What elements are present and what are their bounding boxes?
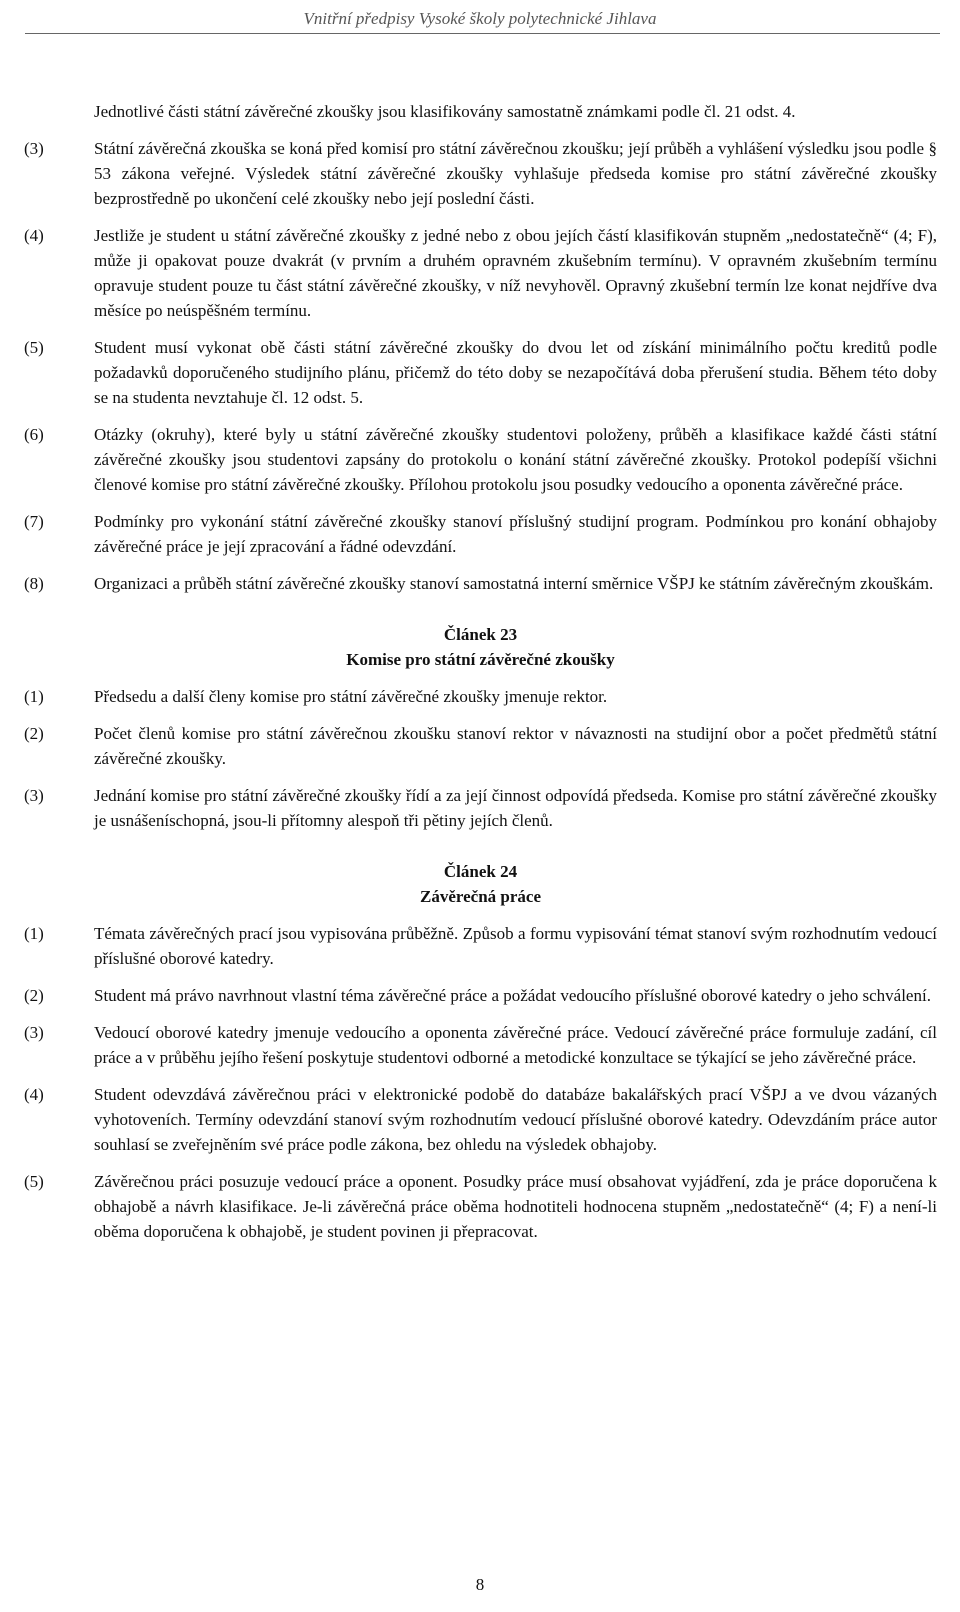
article-label: Článek 23 — [443, 625, 518, 644]
paragraph-item — [24, 422, 937, 497]
article24-heading — [24, 859, 937, 909]
paragraph-text: Student má právo navrhnout vlastní téma závěrečné práce a požádat vedoucího příslušné oborové katedry o jeho schválení. — [94, 986, 931, 1005]
paragraph-item — [24, 1020, 937, 1070]
paragraph-text: Témata závěrečných prací jsou vypisována průběžně. Způsob a formu vypisování témat stanoví svým rozhodnutím vedoucí příslušné oborové katedry. — [94, 924, 937, 968]
paragraph-item — [24, 335, 937, 410]
article-label: Článek 24 — [443, 862, 518, 881]
paragraph-number: (4) — [24, 226, 44, 245]
paragraph-text: Organizaci a průběh státní závěrečné zkoušky stanoví samostatná interní směrnice VŠPJ ke státním závěrečným zkouškám. — [94, 574, 934, 593]
paragraph-number: (2) — [24, 986, 44, 1005]
paragraph-item — [24, 721, 937, 771]
paragraph-number: (5) — [24, 1172, 44, 1191]
paragraph-item — [24, 921, 937, 971]
intro-paragraph: Jednotlivé části státní závěrečné zkoušky jsou klasifikovány samostatně známkami podle čl. 21 odst. 4. — [94, 102, 796, 121]
paragraph-item — [24, 783, 937, 833]
paragraph-number: (6) — [24, 425, 44, 444]
paragraph-text: Jestliže je student u státní závěrečné zkoušky z jedné nebo z obou jejích částí klasifikován stupněm „nedostatečně“ (4; F), může ji opakovat pouze dvakrát (v prvním a druhém opravném zkušebním termínu). V opravném zkušebním termínu opravuje student pouze tu část státní závěrečné zkoušky, v níž nevyhověl. Opravný zkušební termín lze konat nejdříve dva měsíce po neúspěšném termínu. — [94, 226, 937, 320]
paragraph-number: (3) — [24, 1023, 44, 1042]
paragraph-number: (4) — [24, 1085, 44, 1104]
paragraph-text: Předsedu a další členy komise pro státní závěrečné zkoušky jmenuje rektor. — [94, 687, 608, 706]
paragraph-item — [24, 509, 937, 559]
header-rule — [25, 33, 940, 34]
paragraph-number: (1) — [24, 687, 44, 706]
paragraph-text: Student musí vykonat obě části státní závěrečné zkoušky do dvou let od získání minimálního počtu kreditů podle požadavků doporučeného studijního plánu, přičemž do této doby se nezapočítává doba přerušení studia. Během této doby se na studenta nevztahuje čl. 12 odst. 5. — [94, 338, 937, 407]
paragraph-item — [24, 983, 937, 1008]
paragraph-item — [24, 571, 937, 596]
article22-items — [24, 136, 937, 596]
paragraph-number: (8) — [24, 574, 44, 593]
paragraph-text: Jednání komise pro státní závěrečné zkoušky řídí a za její činnost odpovídá předseda. Komise pro státní závěrečné zkoušky je usnášeníschopná, jsou-li přítomny alespoň tři pětiny jejích členů. — [94, 786, 937, 830]
paragraph-number: (2) — [24, 724, 44, 743]
article24-items — [24, 921, 937, 1244]
paragraph-text: Otázky (okruhy), které byly u státní závěrečné zkoušky studentovi položeny, průběh a klasifikace každé části státní závěrečné zkoušky jsou studentovi zapsány do protokolu o konání státní závěrečné zkoušky. Protokol podepíší všichni členové komise pro státní závěrečné zkoušky. Přílohou protokolu jsou posudky vedoucího a oponenta závěrečné práce. — [94, 425, 937, 494]
article-title: Komise pro státní závěrečné zkoušky — [346, 650, 615, 669]
paragraph-item — [24, 223, 937, 323]
paragraph-number: (3) — [24, 786, 44, 805]
paragraph-item — [24, 684, 937, 709]
paragraph-text: Počet členů komise pro státní závěrečnou zkoušku stanoví rektor v návaznosti na studijní obor a počet předmětů státní závěrečné zkoušky. — [94, 724, 937, 768]
paragraph-text: Podmínky pro vykonání státní závěrečné zkoušky stanoví příslušný studijní program. Podmínkou pro konání obhajoby závěrečné práce je její zpracování a řádné odevzdání. — [94, 512, 937, 556]
paragraph-number: (1) — [24, 924, 44, 943]
article-title: Závěrečná práce — [419, 887, 541, 906]
paragraph-number: (5) — [24, 338, 44, 357]
paragraph-number: (7) — [24, 512, 44, 531]
article23-items — [24, 684, 937, 833]
paragraph-text: Vedoucí oborové katedry jmenuje vedoucího a oponenta závěrečné práce. Vedoucí závěrečné práce formuluje zadání, cíl práce a v průběhu jejího řešení poskytuje studentovi odborné a metodické konzultace se týkající se jeho závěrečné práce. — [94, 1023, 937, 1067]
paragraph-item — [24, 1169, 937, 1244]
page-number: 8 — [475, 1575, 485, 1594]
paragraph-text: Student odevzdává závěrečnou práci v elektronické podobě do databáze bakalářských prací VŠPJ a ve dvou vázaných vyhotoveních. Termíny odevzdání stanoví svým rozhodnutím vedoucí příslušné oborové katedry. Odevzdáním práce autor souhlasí se zveřejněním své práce podle zákona, bez ohledu na výsledek obhajoby. — [94, 1085, 937, 1154]
paragraph-text: Státní závěrečná zkouška se koná před komisí pro státní závěrečnou zkoušku; její průběh a vyhlášení výsledku jsou podle § 53 zákona veřejné. Výsledek státní závěrečné zkoušky vyhlašuje předseda komise pro státní závěrečné zkoušky bezprostředně po ukončení celé zkoušky nebo její poslední části. — [94, 139, 937, 208]
paragraph-number: (3) — [24, 139, 44, 158]
article23-heading — [24, 622, 937, 672]
document-body — [24, 99, 937, 1256]
running-header: Vnitřní předpisy Vysoké školy polytechnické Jihlava — [303, 9, 657, 28]
paragraph-text: Závěrečnou práci posuzuje vedoucí práce a oponent. Posudky práce musí obsahovat vyjádření, zda je práce doporučena k obhajobě a návrh klasifikace. Je-li závěrečná práce oběma hodnotiteli hodnocena stupněm „nedostatečně“ (4; F) a není-li oběma doporučena k obhajobě, je student povinen ji přepracovat. — [94, 1172, 937, 1241]
paragraph-item — [24, 1082, 937, 1157]
paragraph-item — [24, 136, 937, 211]
